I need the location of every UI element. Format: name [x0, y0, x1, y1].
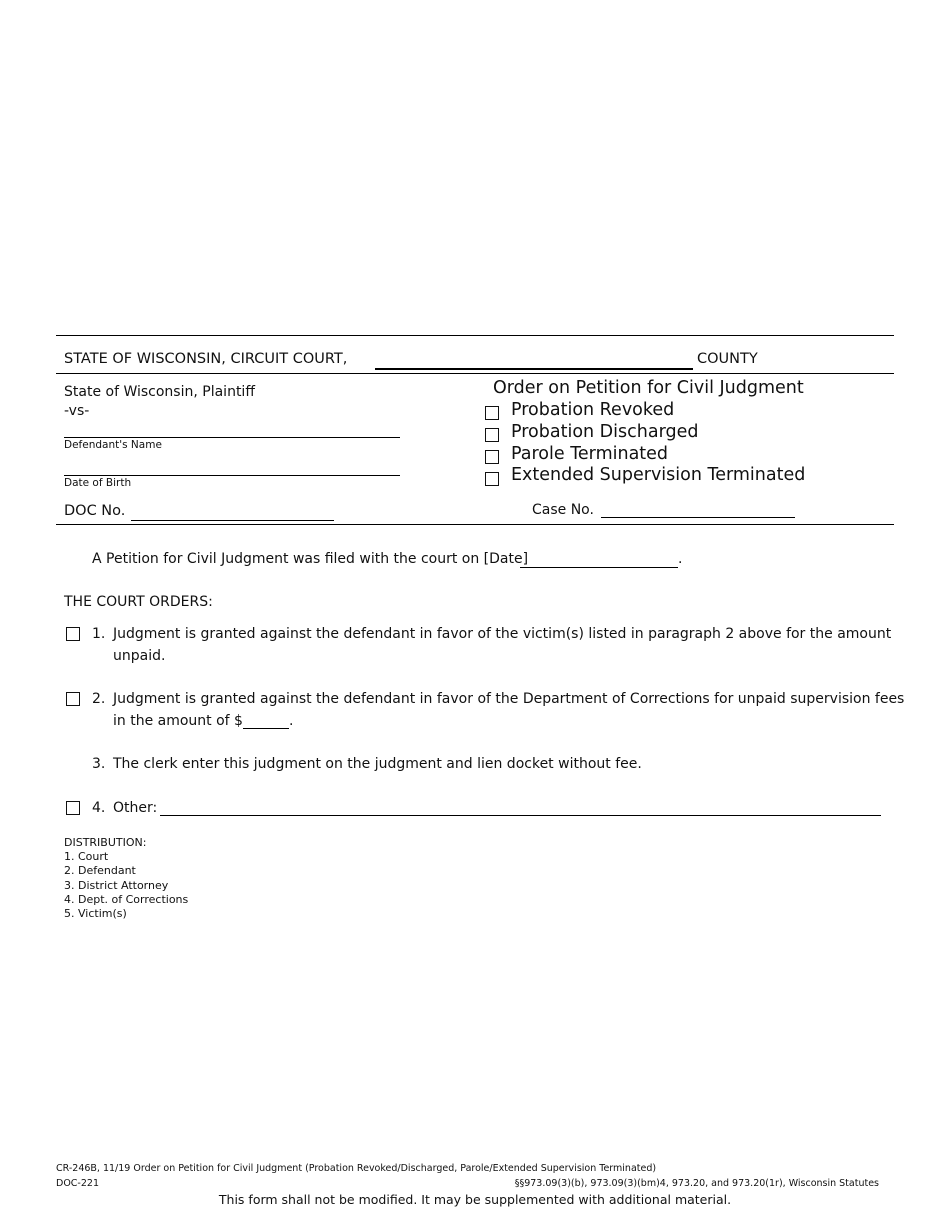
extended-supervision-terminated-checkbox[interactable] [485, 472, 499, 486]
county-label: COUNTY [697, 351, 758, 367]
order-1-text-line1: Judgment is granted against the defendant in favor of the victim(s) listed in paragraph 2 above for the amount [113, 626, 892, 642]
footer-statutes: §§973.09(3)(b), 973.09(3)(bm)4, 973.20, and 973.20(1r), Wisconsin Statutes [514, 1178, 879, 1189]
distribution-item-corrections: 4. Dept. of Corrections [64, 893, 189, 906]
vs-label: -vs- [64, 403, 90, 419]
case-no-field[interactable] [601, 517, 795, 518]
footer-doc-id: DOC-221 [56, 1178, 99, 1189]
distribution-item-victims: 5. Victim(s) [64, 907, 127, 920]
order-3-text: The clerk enter this judgment on the judgment and lien docket without fee. [113, 756, 642, 772]
order-4-number: 4. [92, 800, 106, 816]
probation-discharged-label: Probation Discharged [511, 422, 699, 442]
order-4-other-label: Other: [113, 800, 158, 816]
court-orders-heading: THE COURT ORDERS: [64, 594, 213, 610]
petition-date-field[interactable] [520, 567, 678, 568]
petition-text: A Petition for Civil Judgment was filed with the court on [Date] [92, 551, 529, 567]
caption-middle-rule [56, 373, 894, 374]
probation-revoked-label: Probation Revoked [511, 400, 675, 420]
order-4-other-field[interactable] [160, 815, 881, 816]
footer-form-id: CR-246B, 11/19 Order on Petition for Civil Judgment (Probation Revoked/Discharged, Parole/Extended Supervision Terminated) [56, 1163, 657, 1174]
form-title: Order on Petition for Civil Judgment [493, 378, 804, 398]
case-no-label: Case No. [532, 502, 594, 518]
distribution-item-district-attorney: 3. District Attorney [64, 879, 169, 892]
doc-no-label: DOC No. [64, 503, 126, 519]
date-of-birth-label: Date of Birth [64, 477, 132, 489]
order-1-checkbox[interactable] [66, 627, 80, 641]
order-2-period: . [289, 713, 294, 729]
defendant-name-field[interactable] [64, 437, 400, 438]
footer-notice: This form shall not be modified. It may be supplemented with additional material. [218, 1192, 732, 1207]
defendant-name-label: Defendant's Name [64, 439, 162, 451]
distribution-item-defendant: 2. Defendant [64, 864, 136, 877]
probation-discharged-checkbox[interactable] [485, 428, 499, 442]
order-2-text-line1: Judgment is granted against the defendant in favor of the Department of Corrections for unpaid supervision fees [113, 691, 905, 707]
court-prefix: STATE OF WISCONSIN, CIRCUIT COURT, [64, 351, 348, 367]
order-4-checkbox[interactable] [66, 801, 80, 815]
distribution-heading: DISTRIBUTION: [64, 836, 147, 849]
caption-bottom-rule [56, 524, 894, 525]
caption-top-rule [56, 335, 894, 336]
parole-terminated-checkbox[interactable] [485, 450, 499, 464]
parole-terminated-label: Parole Terminated [511, 444, 669, 464]
probation-revoked-checkbox[interactable] [485, 406, 499, 420]
date-of-birth-field[interactable] [64, 475, 400, 476]
order-2-checkbox[interactable] [66, 692, 80, 706]
supervision-fee-amount-field[interactable] [243, 728, 289, 729]
order-1-number: 1. [92, 626, 106, 642]
petition-period: . [678, 551, 683, 567]
extended-supervision-terminated-label: Extended Supervision Terminated [511, 465, 806, 485]
doc-no-field[interactable] [131, 520, 334, 521]
order-1-text-line2: unpaid. [113, 648, 166, 664]
order-2-number: 2. [92, 691, 106, 707]
county-field[interactable] [375, 368, 693, 370]
order-2-text-line2: in the amount of $ [113, 713, 243, 729]
plaintiff-label: State of Wisconsin, Plaintiff [64, 384, 255, 400]
order-3-number: 3. [92, 756, 106, 772]
distribution-item-court: 1. Court [64, 850, 109, 863]
